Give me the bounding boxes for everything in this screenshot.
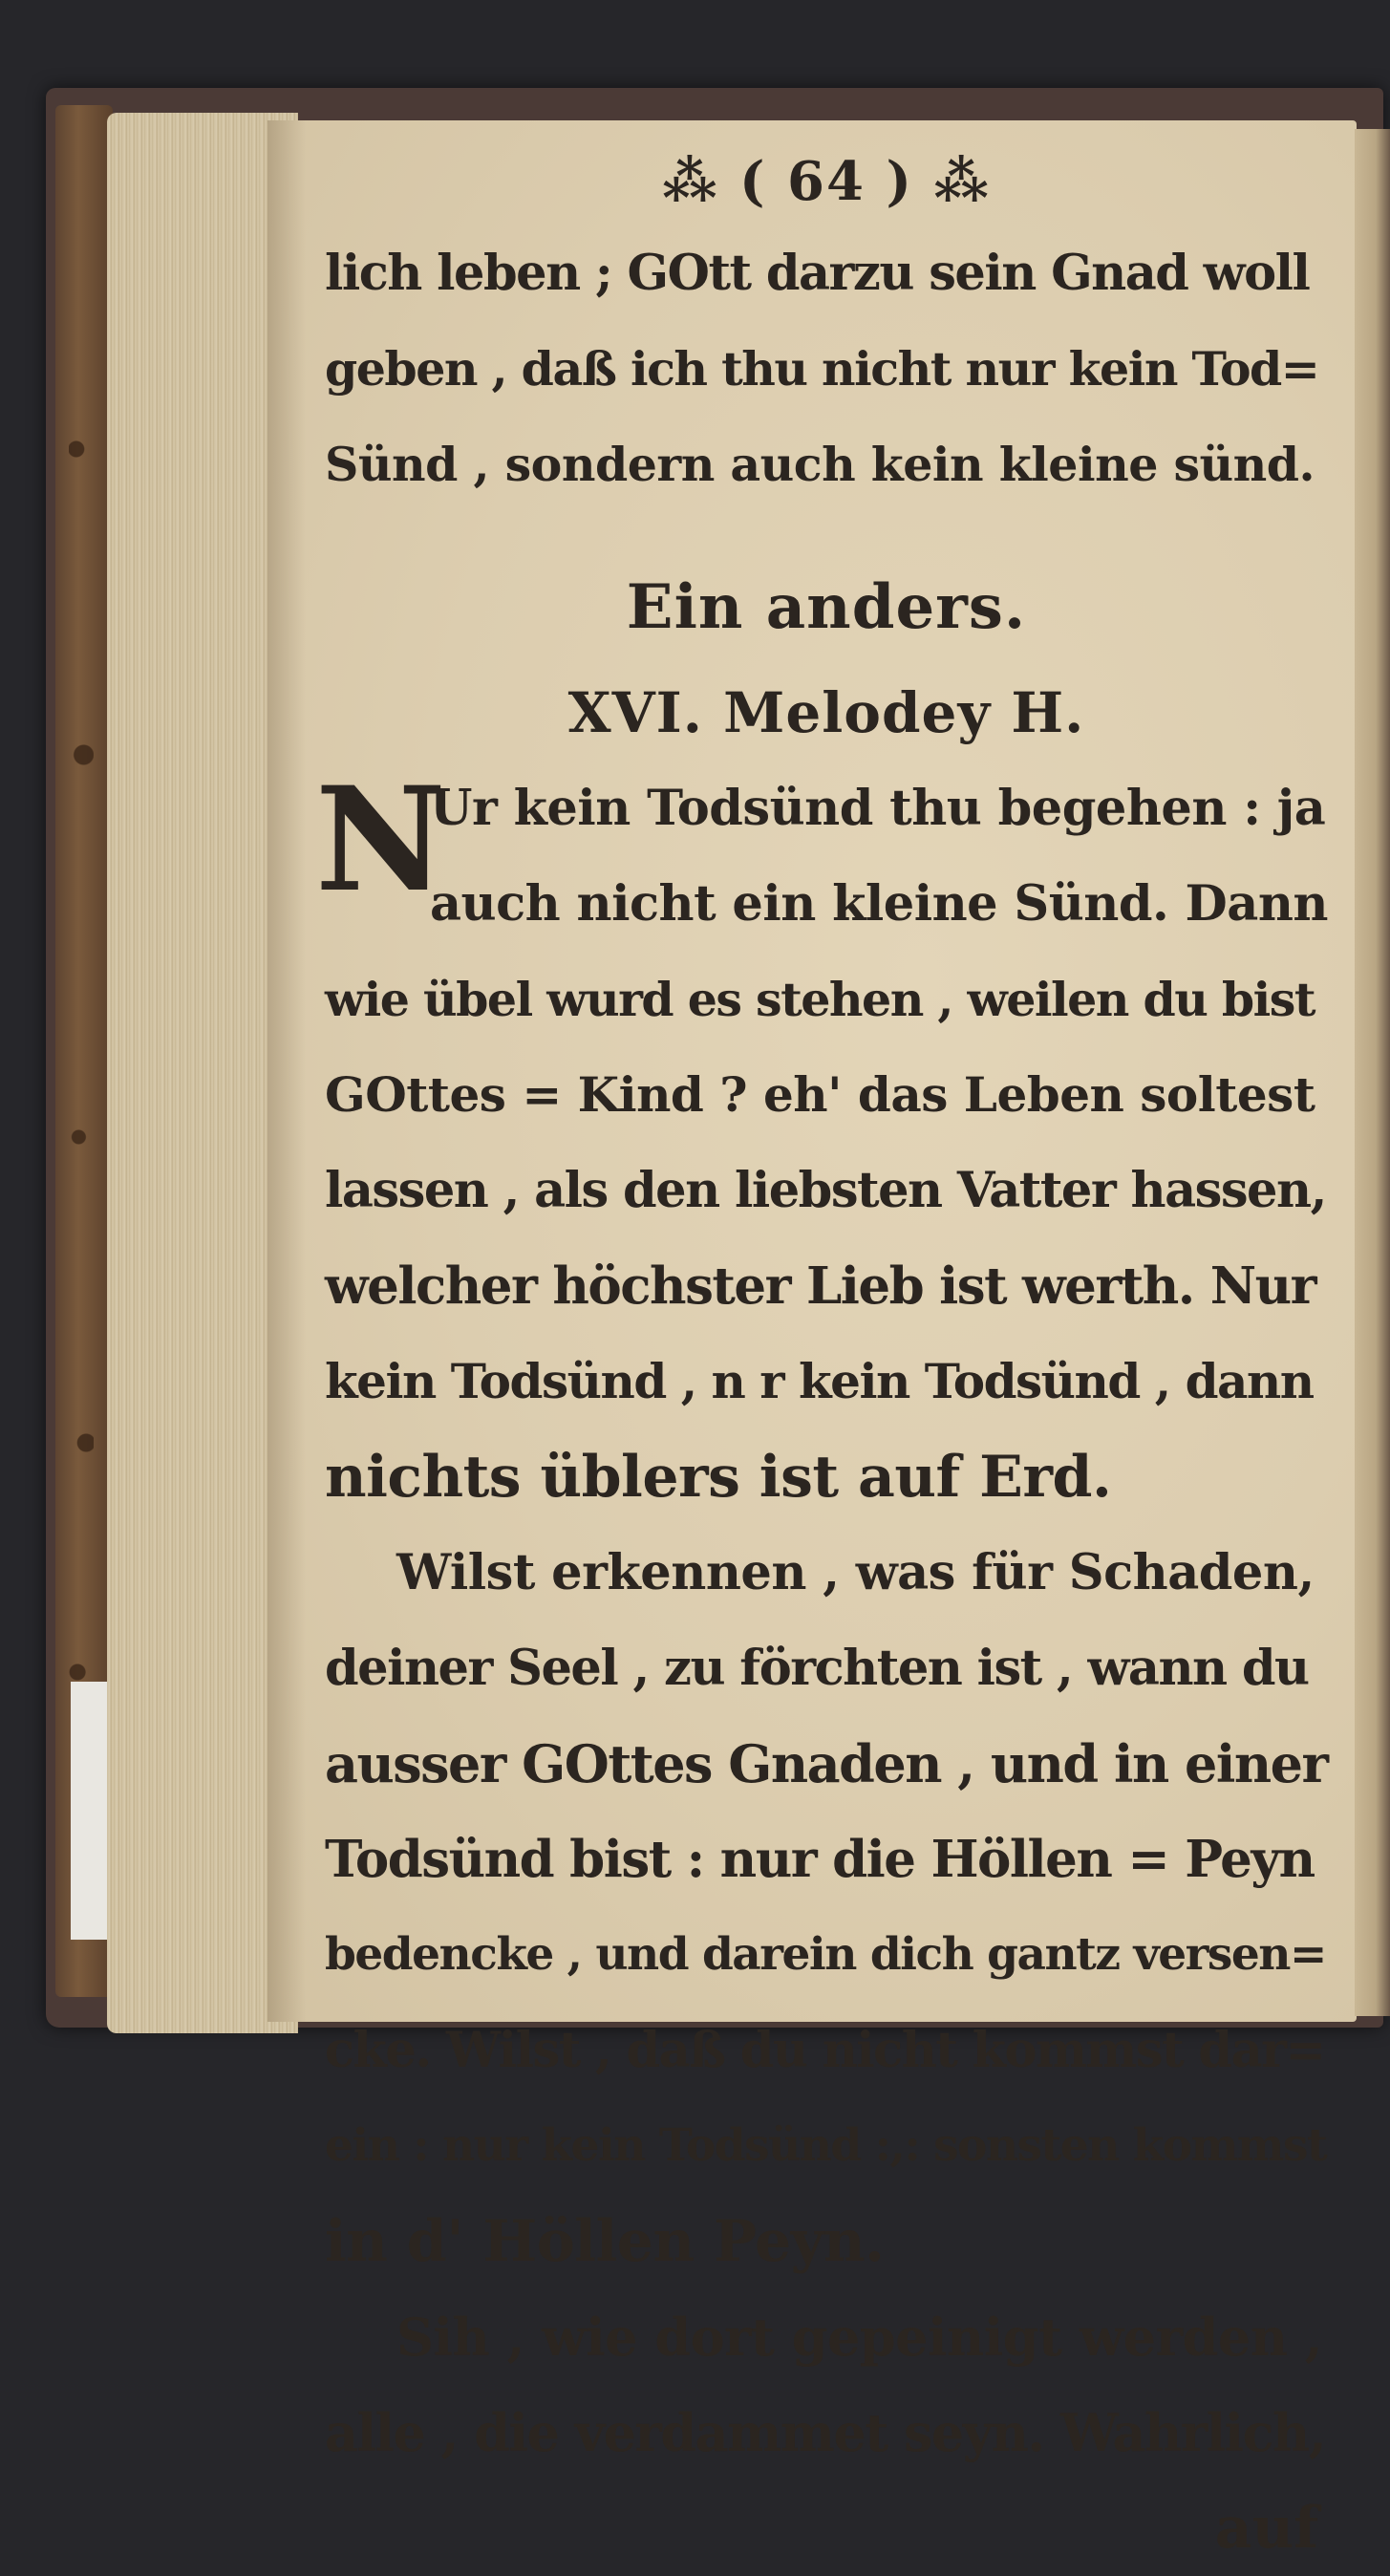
text-line: ausser GOttes Gnaden , und in einer — [325, 1733, 1328, 1794]
page-number: ( 64 ) — [739, 150, 913, 213]
drop-cap: N — [315, 756, 446, 924]
page-text — [315, 143, 1328, 2576]
text-line: Sünd , sondern auch kein kleine sünd. — [325, 437, 1315, 492]
text-line: deiner Seel , zu förchten ist , wann du — [325, 1640, 1309, 1697]
text-line: bedencke , und darein dich gantz versen= — [325, 1928, 1326, 1981]
text-line: lassen , als den liebsten Vatter hassen, — [325, 1162, 1326, 1219]
section-heading: Ein anders. — [626, 571, 1027, 643]
text-line: kein Todsünd , n r kein Todsünd , dann — [325, 1353, 1314, 1409]
gutter-shadow — [267, 120, 306, 2022]
text-line: cke. Wilst , daß du nicht kommst dar= — [325, 2022, 1325, 2079]
text-line: wie übel wurd es stehen , weilen du bist — [325, 972, 1315, 1027]
text-line: geben , daß ich thu nicht nur kein Tod= — [325, 341, 1319, 397]
text-line: Todsünd bist : nur die Höllen = Peyn — [325, 1830, 1315, 1889]
text-line-content: Ur kein Todsünd thu begehen : ja — [430, 780, 1326, 837]
text-line: Wilst erkennen , was für Schaden, — [396, 1544, 1315, 1601]
text-line: welcher höchster Lieb ist werth. Nur — [325, 1256, 1316, 1316]
text-line: nichts üblers ist auf Erd. — [325, 1444, 1112, 1511]
catchword: auf — [1214, 2495, 1318, 2562]
text-line: auch nicht ein kleine Sünd. Dann — [430, 875, 1328, 933]
text-line: in d' Höllen Peyn. — [325, 2208, 885, 2275]
page-right-edge — [1355, 129, 1390, 2016]
ornament-right-icon: ⁂ — [912, 150, 991, 213]
text-line: Sih , wie dort gepeinigt werden , — [396, 2307, 1323, 2368]
text-line: GOttes = Kind ? eh' das Leben soltest — [325, 1066, 1315, 1123]
melody-heading: XVI. Melodey H. — [567, 680, 1085, 745]
text-line: ein : nur kein Todsünd :,: sonsten kommst — [325, 2119, 1327, 2172]
text-line: lich leben ; GOtt darzu sein Gnad woll — [325, 245, 1310, 302]
page-number-header — [325, 143, 1328, 220]
text-line: alle , die verdammet seyn. Wahrlich, — [325, 2402, 1326, 2463]
ornament-left-icon: ⁂ — [662, 150, 740, 213]
